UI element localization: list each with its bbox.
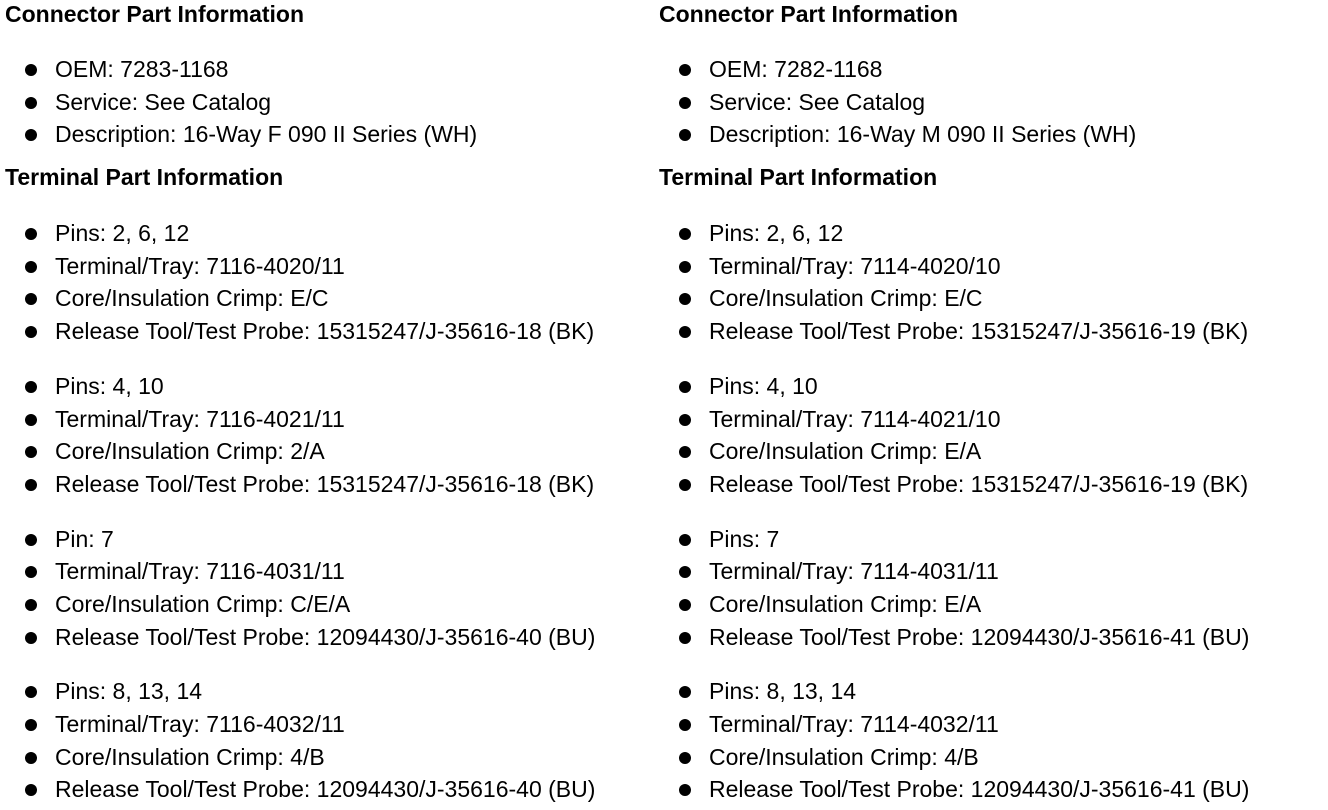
bullet-icon [679,326,691,338]
list-item [659,282,1319,315]
list-item [659,403,1319,436]
bullet-icon [25,261,37,273]
connector-oem-text: OEM: 7283-1168 [55,56,229,82]
list-item [5,250,665,283]
left-column [5,0,665,806]
list-item [5,773,665,806]
terminal-group [659,675,1319,806]
bullet-icon [679,686,691,698]
list-item [659,315,1319,348]
terminal-tray-text: Terminal/Tray: 7114-4032/11 [709,711,999,737]
terminal-tray-text: Terminal/Tray: 7114-4021/10 [709,405,1001,432]
terminal-tray-text: Terminal/Tray: 7116-4032/11 [55,711,345,737]
connector-oem-text: OEM: 7282-1168 [709,56,883,82]
pins-text: Pins: 8, 13, 14 [55,678,203,705]
bullet-icon [25,293,37,305]
crimp-text: Core/Insulation Crimp: E/C [709,285,983,312]
connector-description-text: Description: 16-Way M 090 II Series (WH) [709,121,1137,148]
list-item [5,86,665,119]
list-item [659,621,1319,654]
pins-text: Pin: 7 [55,525,114,552]
right-column [659,0,1319,806]
bullet-icon [679,534,691,546]
list-item [659,435,1319,468]
bullet-icon [679,599,691,611]
bullet-icon [25,632,37,644]
connector-part-heading: Connector Part Information [659,1,959,27]
list-item [659,217,1319,250]
release-tool-text: Release Tool/Test Probe: 12094430/J-35616-40 (BU) [55,776,596,803]
list-item [5,741,665,774]
terminal-group [5,217,665,348]
list-item [5,555,665,588]
connector-part-heading: Connector Part Information [5,1,305,27]
list-item [5,621,665,654]
release-tool-text: Release Tool/Test Probe: 15315247/J-35616-19 (BK) [709,318,1249,345]
release-tool-text: Release Tool/Test Probe: 15315247/J-35616-18 (BK) [55,470,595,497]
list-item [5,370,665,403]
list-item [659,588,1319,621]
connector-part-list [5,53,665,151]
list-item [5,53,665,86]
list-item [5,282,665,315]
crimp-text: Core/Insulation Crimp: 2/A [55,438,325,465]
pins-text: Pins: 4, 10 [55,372,164,399]
bullet-icon [679,752,691,764]
bullet-icon [25,479,37,491]
terminal-group [5,675,665,806]
crimp-text: Core/Insulation Crimp: E/A [709,590,982,617]
list-item [659,741,1319,774]
list-item [659,53,1319,86]
bullet-icon [25,566,37,578]
terminal-tray-text: Terminal/Tray: 7116-4031/11 [55,558,345,585]
list-item [5,118,665,151]
terminal-tray-text: Terminal/Tray: 7116-4021/11 [55,405,345,432]
list-item [5,675,665,708]
list-item [659,118,1319,151]
pins-text: Pins: 8, 13, 14 [709,678,857,705]
connector-part-list [659,53,1319,151]
crimp-text: Core/Insulation Crimp: E/C [55,285,329,312]
list-item [659,250,1319,283]
release-tool-text: Release Tool/Test Probe: 12094430/J-35616-41 (BU) [709,776,1250,803]
bullet-icon [25,599,37,611]
release-tool-text: Release Tool/Test Probe: 15315247/J-35616-18 (BK) [55,318,595,345]
bullet-icon [25,446,37,458]
crimp-text: Core/Insulation Crimp: 4/B [55,743,325,770]
connector-service-text: Service: See Catalog [709,88,926,115]
bullet-icon [25,129,37,141]
terminal-group [659,217,1319,348]
bullet-icon [25,97,37,109]
list-item [659,675,1319,708]
list-item [5,315,665,348]
bullet-icon [679,228,691,240]
crimp-text: Core/Insulation Crimp: C/E/A [55,590,351,617]
bullet-icon [25,719,37,731]
list-item [5,708,665,741]
bullet-icon [25,64,37,76]
bullet-icon [679,479,691,491]
bullet-icon [679,293,691,305]
bullet-icon [679,446,691,458]
bullet-icon [679,381,691,393]
list-item [5,588,665,621]
release-tool-text: Release Tool/Test Probe: 15315247/J-35616-19 (BK) [709,470,1249,497]
terminal-group [659,370,1319,501]
bullet-icon [679,64,691,76]
pins-text: Pins: 2, 6, 12 [709,220,844,247]
bullet-icon [25,326,37,338]
list-item [5,468,665,501]
list-item [659,468,1319,501]
crimp-text: Core/Insulation Crimp: E/A [709,438,982,465]
bullet-icon [25,381,37,393]
bullet-icon [25,752,37,764]
bullet-icon [25,784,37,796]
list-item [5,217,665,250]
bullet-icon [679,261,691,273]
terminal-part-heading: Terminal Part Information [5,164,284,191]
terminal-tray-text: Terminal/Tray: 7114-4031/11 [709,558,999,585]
bullet-icon [679,784,691,796]
connector-description-text: Description: 16-Way F 090 II Series (WH) [55,121,478,148]
list-item [659,708,1319,741]
terminal-group [5,370,665,501]
pins-text: Pins: 7 [709,525,780,552]
bullet-icon [679,719,691,731]
list-item [5,403,665,436]
terminal-group [5,523,665,654]
list-item [659,523,1319,556]
list-item [659,773,1319,806]
bullet-icon [679,414,691,426]
bullet-icon [25,414,37,426]
list-item [5,435,665,468]
list-item [659,555,1319,588]
release-tool-text: Release Tool/Test Probe: 12094430/J-35616-41 (BU) [709,623,1250,650]
list-item [659,86,1319,119]
bullet-icon [25,228,37,240]
release-tool-text: Release Tool/Test Probe: 12094430/J-35616-40 (BU) [55,623,596,650]
bullet-icon [25,534,37,546]
pins-text: Pins: 2, 6, 12 [55,220,190,247]
bullet-icon [25,686,37,698]
list-item [5,523,665,556]
bullet-icon [679,566,691,578]
bullet-icon [679,632,691,644]
terminal-tray-text: Terminal/Tray: 7116-4020/11 [55,252,345,279]
terminal-part-heading: Terminal Part Information [659,164,938,191]
connector-service-text: Service: See Catalog [55,88,272,115]
bullet-icon [679,97,691,109]
bullet-icon [679,129,691,141]
crimp-text: Core/Insulation Crimp: 4/B [709,743,979,770]
terminal-group [659,523,1319,654]
list-item [659,370,1319,403]
terminal-tray-text: Terminal/Tray: 7114-4020/10 [709,252,1001,279]
pins-text: Pins: 4, 10 [709,372,818,399]
